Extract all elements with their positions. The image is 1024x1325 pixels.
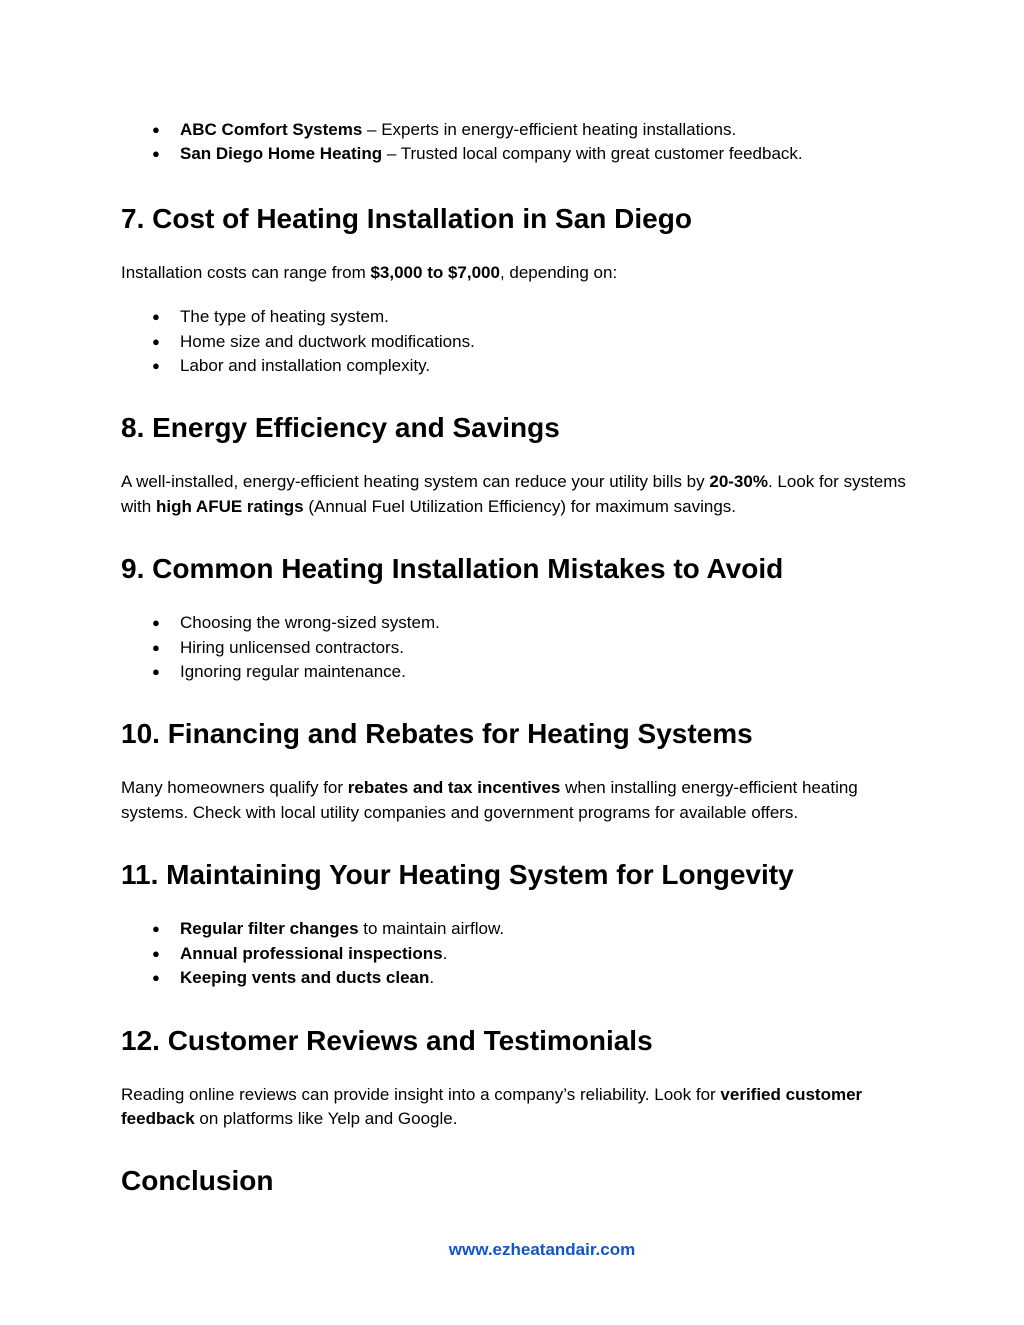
- section-heading-mistakes: 9. Common Heating Installation Mistakes to Avoid: [121, 553, 784, 585]
- cost-range: $3,000 to $7,000: [370, 262, 500, 282]
- list-item-text: Labor and installation complexity.: [180, 356, 431, 376]
- bullet-icon: ●: [152, 309, 160, 325]
- savings-percent: 20-30%: [709, 472, 768, 492]
- section-heading-cost: 7. Cost of Heating Installation in San Diego: [121, 202, 692, 234]
- list-item: [121, 611, 921, 635]
- bullet-icon: ●: [152, 970, 160, 986]
- footer: [0, 1240, 1024, 1260]
- bullet-icon: ●: [152, 122, 160, 137]
- section-heading-efficiency: 8. Energy Efficiency and Savings: [121, 412, 560, 444]
- company-name: San Diego Home Heating: [180, 144, 383, 164]
- section-heading-maintenance: 11. Maintaining Your Heating System for Longevity: [121, 859, 794, 891]
- bullet-icon: ●: [152, 615, 160, 631]
- list-item: [121, 942, 921, 966]
- reviews-paragraph: [121, 1083, 921, 1132]
- verified-feedback: verified customer feedback: [121, 1084, 863, 1128]
- bullet-icon: ●: [152, 146, 160, 162]
- text-span: . Look for systems with: [121, 472, 906, 516]
- section-heading-reviews: 12. Customer Reviews and Testimonials: [121, 1024, 653, 1056]
- text-span: , depending on:: [499, 262, 618, 282]
- website-link[interactable]: www.ezheatandair.com: [448, 1240, 636, 1259]
- text-span: when installing energy-efficient heating systems. Check with local utility companies and government programs for available offers.: [121, 778, 858, 822]
- mistakes-list: [121, 611, 921, 684]
- list-item: [121, 636, 921, 660]
- maintenance-list: [121, 917, 921, 990]
- company-list: [121, 118, 921, 167]
- list-item-text: Ignoring regular maintenance.: [180, 662, 406, 682]
- bullet-icon: ●: [152, 664, 160, 680]
- list-item: [121, 330, 921, 354]
- text-span: Installation costs can range from: [121, 262, 371, 282]
- list-item-bold: Regular filter changes: [180, 919, 359, 939]
- bullet-icon: ●: [152, 333, 160, 349]
- efficiency-paragraph: [121, 470, 921, 519]
- text-span: on platforms like Yelp and Google.: [194, 1108, 458, 1128]
- list-item: [121, 966, 921, 990]
- text-span: (Annual Fuel Utilization Efficiency) for maximum savings.: [303, 496, 737, 516]
- afue-ratings: high AFUE ratings: [155, 496, 304, 516]
- list-item-text: Home size and ductwork modifications.: [180, 331, 475, 351]
- list-item: [121, 305, 921, 329]
- list-item: [121, 354, 921, 378]
- company-name: ABC Comfort Systems: [180, 120, 363, 139]
- list-item-text: .: [429, 968, 435, 988]
- text-span: A well-installed, energy-efficient heating system can reduce your utility bills by: [121, 472, 710, 492]
- document-content: [121, 118, 921, 1198]
- bullet-icon: ●: [152, 945, 160, 961]
- list-item: [121, 142, 921, 166]
- section-heading-conclusion: Conclusion: [121, 1165, 274, 1197]
- financing-paragraph: [121, 776, 921, 825]
- section-heading-financing: 10. Financing and Rebates for Heating Systems: [121, 718, 753, 750]
- rebates-incentives: rebates and tax incentives: [347, 778, 561, 798]
- company-description: – Experts in energy-efficient heating installations.: [362, 120, 737, 139]
- bullet-icon: ●: [152, 921, 160, 937]
- list-item: [121, 917, 921, 941]
- cost-factors-list: [121, 305, 921, 378]
- bullet-icon: ●: [152, 358, 160, 374]
- list-item-text: Choosing the wrong-sized system.: [180, 613, 440, 633]
- list-item-text: The type of heating system.: [180, 307, 389, 327]
- list-item-text: to maintain airflow.: [358, 919, 505, 939]
- bullet-icon: ●: [152, 639, 160, 655]
- company-description: – Trusted local company with great customer feedback.: [382, 144, 803, 164]
- list-item: [121, 660, 921, 684]
- list-item-bold: Keeping vents and ducts clean: [180, 968, 430, 988]
- list-item-bold: Annual professional inspections: [180, 943, 443, 963]
- cost-paragraph: [121, 261, 921, 285]
- text-span: Reading online reviews can provide insight into a company’s reliability. Look for: [121, 1084, 721, 1104]
- list-item-text: .: [442, 943, 448, 963]
- text-span: Many homeowners qualify for: [121, 778, 348, 798]
- list-item: [121, 118, 921, 142]
- list-item-text: Hiring unlicensed contractors.: [180, 637, 404, 657]
